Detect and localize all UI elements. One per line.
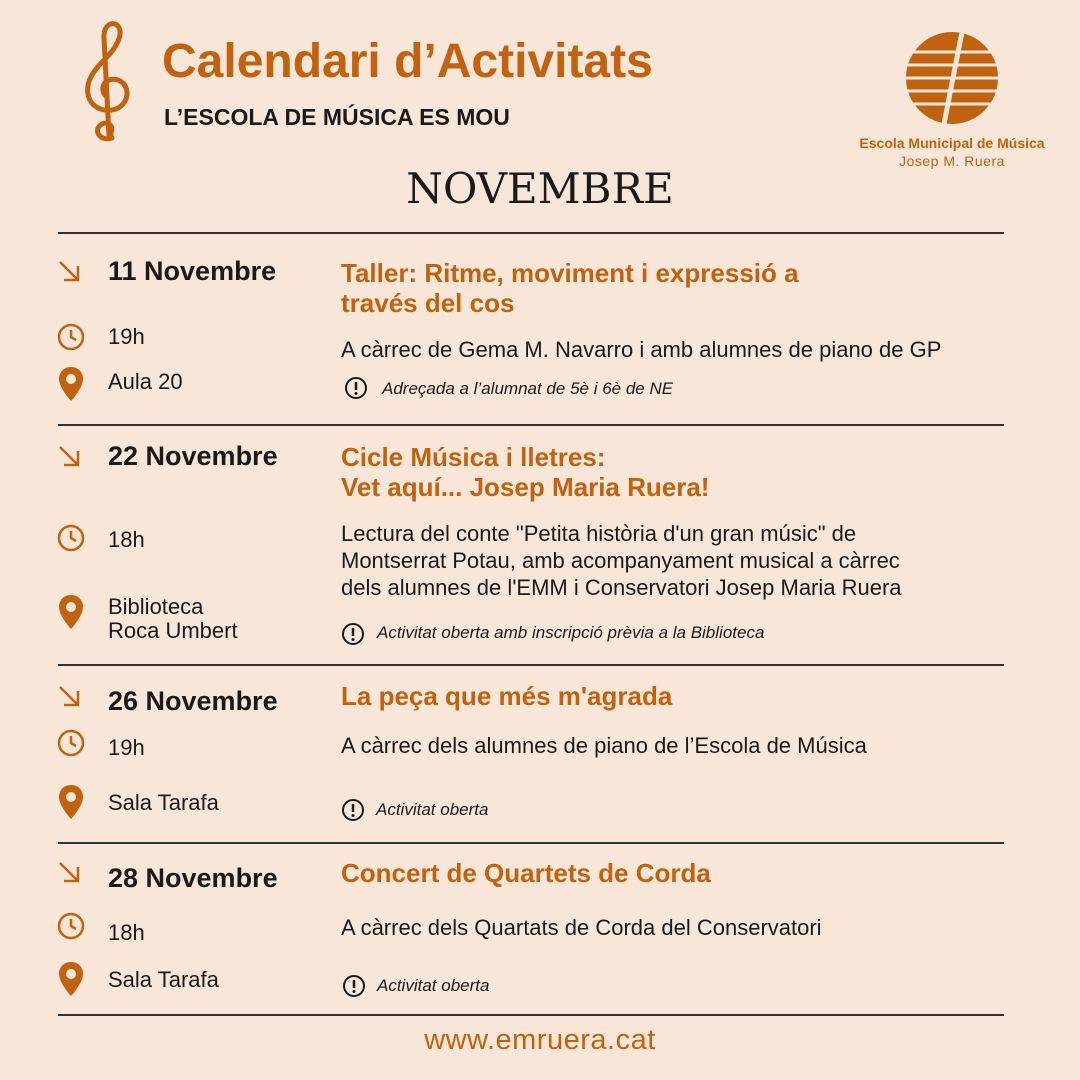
info-exclamation-icon [341, 798, 365, 822]
event-time: 19h [108, 735, 145, 760]
event-time: 19h [108, 324, 145, 349]
location-pin-icon [58, 594, 84, 630]
event-date: 22 Novembre [108, 441, 278, 471]
event-description: Lectura del conte "Petita història d'un gran músic" de Montserrat Potau, amb acompanyament musical a càrrec dels alumnes de l'EMM i Conservatori Josep Maria Ruera [341, 521, 902, 600]
school-subname: Josep M. Ruera [899, 153, 1005, 169]
divider [58, 424, 1004, 426]
location-pin-icon [58, 784, 84, 820]
event-note: Activitat oberta [377, 976, 490, 995]
treble-clef-icon [78, 18, 140, 144]
divider [58, 842, 1004, 844]
event-place: Biblioteca Roca Umbert [108, 594, 238, 643]
arrow-down-right-icon [56, 683, 84, 711]
event-date: 26 Novembre [108, 686, 278, 716]
arrow-down-right-icon [56, 443, 84, 471]
event-note: Activitat oberta [376, 800, 489, 819]
month-heading: NOVEMBRE [406, 164, 674, 213]
arrow-down-right-icon [56, 859, 84, 887]
event-description: A càrrec de Gema M. Navarro i amb alumnes de piano de GP [341, 337, 942, 362]
divider [58, 1014, 1004, 1016]
event-title: Concert de Quartets de Corda [341, 858, 711, 888]
location-pin-icon [58, 366, 84, 402]
arrow-down-right-icon [56, 258, 84, 286]
page-subtitle: L’ESCOLA DE MÚSICA ES MOU [164, 104, 510, 130]
divider [58, 232, 1004, 234]
event-time: 18h [108, 920, 145, 945]
event-note: Adreçada a l’alumnat de 5è i 6è de NE [382, 379, 674, 398]
location-pin-icon [58, 961, 84, 997]
event-description: A càrrec dels alumnes de piano de l’Escola de Música [341, 733, 867, 758]
event-place: Sala Tarafa [108, 790, 219, 815]
school-logo-icon [904, 30, 1000, 126]
event-date: 28 Novembre [108, 863, 278, 893]
event-place: Aula 20 [108, 369, 183, 394]
event-date: 11 Novembre [108, 256, 277, 286]
event-title: Taller: Ritme, moviment i expressió a través del cos [341, 258, 799, 318]
website-link[interactable]: www.emruera.cat [424, 1024, 656, 1056]
info-exclamation-icon [342, 974, 366, 998]
divider [58, 664, 1004, 666]
clock-icon [57, 912, 85, 940]
clock-icon [57, 524, 85, 552]
clock-icon [57, 323, 85, 351]
school-name: Escola Municipal de Música [859, 135, 1045, 151]
event-title: Cicle Música i lletres: Vet aquí... Josep Maria Ruera! [341, 442, 710, 502]
event-place: Sala Tarafa [108, 967, 219, 992]
page-title: Calendari d’Activitats [162, 35, 653, 88]
clock-icon [57, 729, 85, 757]
event-time: 18h [108, 527, 145, 552]
event-note: Activitat oberta amb inscripció prèvia a la Biblioteca [377, 623, 765, 642]
event-description: A càrrec dels Quartats de Corda del Conservatori [341, 915, 822, 940]
event-title: La peça que més m'agrada [341, 681, 673, 711]
info-exclamation-icon [341, 622, 365, 646]
info-exclamation-icon [344, 376, 368, 400]
